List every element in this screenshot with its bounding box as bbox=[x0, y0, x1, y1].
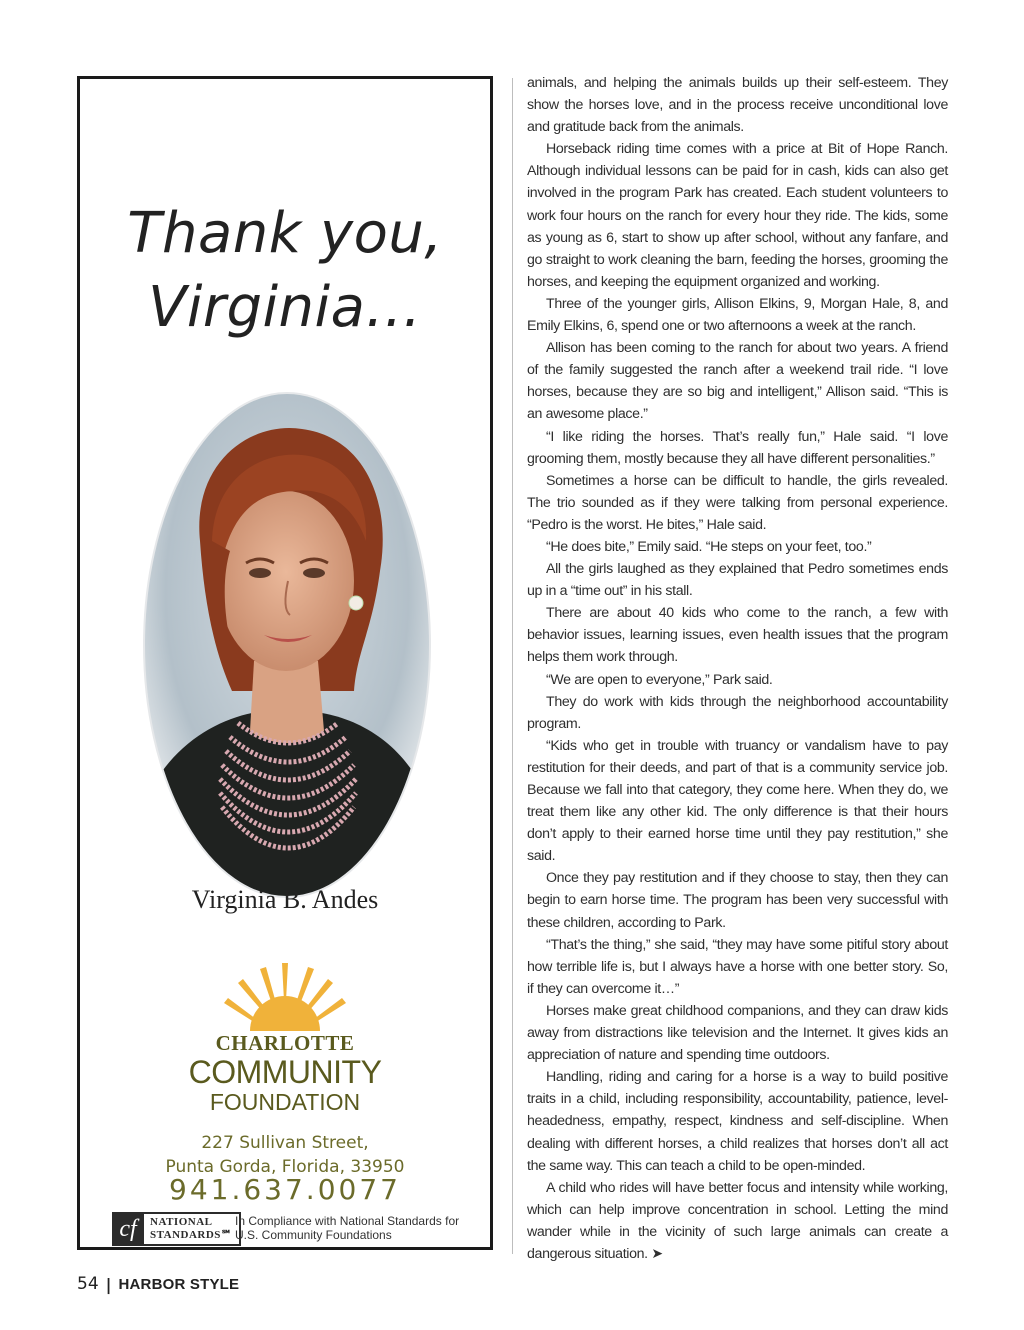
memorial-ad bbox=[77, 76, 493, 1250]
foundation-name-line1: CHARLOTTE bbox=[215, 1031, 355, 1055]
foundation-logo-text bbox=[80, 1031, 490, 1115]
article-paragraph: Handling, riding and caring for a horse is a way to build positive traits in a child, including responsibility, accountability, patience, level-headedness, empathy, respect, kindness and self-discipline. When dealing with different horses, a child realizes that horses don’t all act the same way. This can teach a child to be open-minded. bbox=[527, 1069, 948, 1174]
article-paragraph: animals, and helping the animals builds up their self-esteem. They show the horses love, and in the process receive unconditional love and gratitude back from the animals. bbox=[527, 75, 948, 136]
folio-separator: | bbox=[105, 1274, 112, 1294]
article-paragraph: A child who rides will have better focus and intensity while working, which can help improve concentration in school. Letting the mind wander while in the vicinity of such large animals can create a dangerous situation. ➤ bbox=[527, 1179, 948, 1262]
article-paragraph: All the girls laughed as they explained that Pedro sometimes ends up in a “time out” in his stall. bbox=[527, 561, 948, 600]
foundation-address bbox=[80, 1131, 490, 1179]
compliance-line1: In Compliance with National Standards for bbox=[235, 1214, 460, 1228]
article-paragraph: “He does bite,” Emily said. “He steps on your feet, too.” bbox=[546, 538, 872, 555]
article-paragraph: Allison has been coming to the ranch for about two years. A friend of the family suggested the ranch after a weekend trail ride. “I love horses, because they are so big and intelligent,” Allison said. “This is an awesome place.” bbox=[527, 340, 948, 423]
national-standards-badge bbox=[112, 1212, 241, 1246]
article-paragraph: Once they pay restitution and if they choose to stay, then they can begin to earn horse time. The program has been very successful with these children, according to Park. bbox=[527, 870, 948, 931]
article-paragraph: There are about 40 kids who come to the ranch, a few with behavior issues, learning issues, even health issues that the program helps them work through. bbox=[527, 605, 948, 666]
column-divider bbox=[512, 78, 513, 1254]
article-paragraph: They do work with kids through the neighborhood accountability program. bbox=[527, 693, 948, 732]
article-paragraph: Sometimes a horse can be difficult to handle, the girls revealed. The trio sounded as if they were talking from personal experience. “Pedro is the worst. He bites,” Hale said. bbox=[527, 472, 948, 533]
portrait-name: Virginia B. Andes bbox=[191, 885, 379, 914]
article-paragraph: Three of the younger girls, Allison Elkins, 9, Morgan Hale, 8, and Emily Elkins, 6, spend one or two afternoons a week at the ranch. bbox=[527, 295, 948, 335]
compliance-note bbox=[235, 1214, 459, 1242]
compliance-line2: U.S. Community Foundations bbox=[235, 1228, 392, 1242]
foundation-name-line2: COMMUNITY bbox=[188, 1054, 382, 1090]
article-paragraph: “Kids who get in trouble with truancy or vandalism have to pay restitution for their deeds, and part of that is a community service job. Because we fall into that category, they come here. When they do, we treat them like any other kid. The only difference is that their hours don’t apply to their earned horse time until they pay restitution,” she said. bbox=[527, 737, 948, 865]
badge-line1: NATIONAL bbox=[150, 1216, 213, 1228]
ad-headline-line1: Thank you, bbox=[127, 201, 443, 266]
magazine-name: HARBOR STYLE bbox=[118, 1275, 240, 1293]
badge-line2: STANDARDS℠ bbox=[150, 1229, 233, 1241]
badge-text bbox=[144, 1212, 241, 1246]
article-paragraph: Horseback riding time comes with a price at Bit of Hope Ranch. Although individual lessons can be paid for in cash, kids can also get involved in the program Park has created. Each student volunteers to work four hours on the ranch for every hour they ride. The kids, some as young as 6, start to show up after school, without any fanfare, and go straight to work cleaning the barn, feeding the horses, grooming the horses, and keeping the equipment organized and working. bbox=[527, 141, 948, 290]
article-paragraph: Horses make great childhood companions, and they can draw kids away from distractions like television and the Internet. It gives kids an appreciation of nature and spending time outdoors. bbox=[527, 1002, 948, 1064]
foundation-name-line3: FOUNDATION bbox=[209, 1089, 361, 1115]
page-number: 54 bbox=[77, 1274, 99, 1294]
address-street: 227 Sullivan Street, bbox=[201, 1133, 369, 1153]
cf-mark-icon: cf bbox=[112, 1212, 144, 1246]
sun-logo-icon bbox=[220, 961, 350, 1033]
foundation-phone: 941.637.0077 bbox=[169, 1173, 401, 1206]
page-folio bbox=[77, 1274, 239, 1294]
portrait-painting bbox=[142, 391, 432, 899]
article-body bbox=[527, 72, 948, 1265]
ad-headline-line2: Virginia… bbox=[148, 275, 422, 340]
article-paragraph: “That’s the thing,” she said, “they may have some pitiful story about how terrible life is, but I always have a horse with one better story. So, if they can overcome it…” bbox=[527, 936, 948, 997]
ad-headline bbox=[80, 197, 490, 345]
article-paragraph: “I like riding the horses. That’s really fun,” Hale said. “I love grooming them, mostly because they all have different personalities.” bbox=[527, 428, 948, 467]
article-paragraph: “We are open to everyone,” Park said. bbox=[546, 671, 773, 688]
address-city: Punta Gorda, Florida, 33950 bbox=[165, 1157, 405, 1177]
